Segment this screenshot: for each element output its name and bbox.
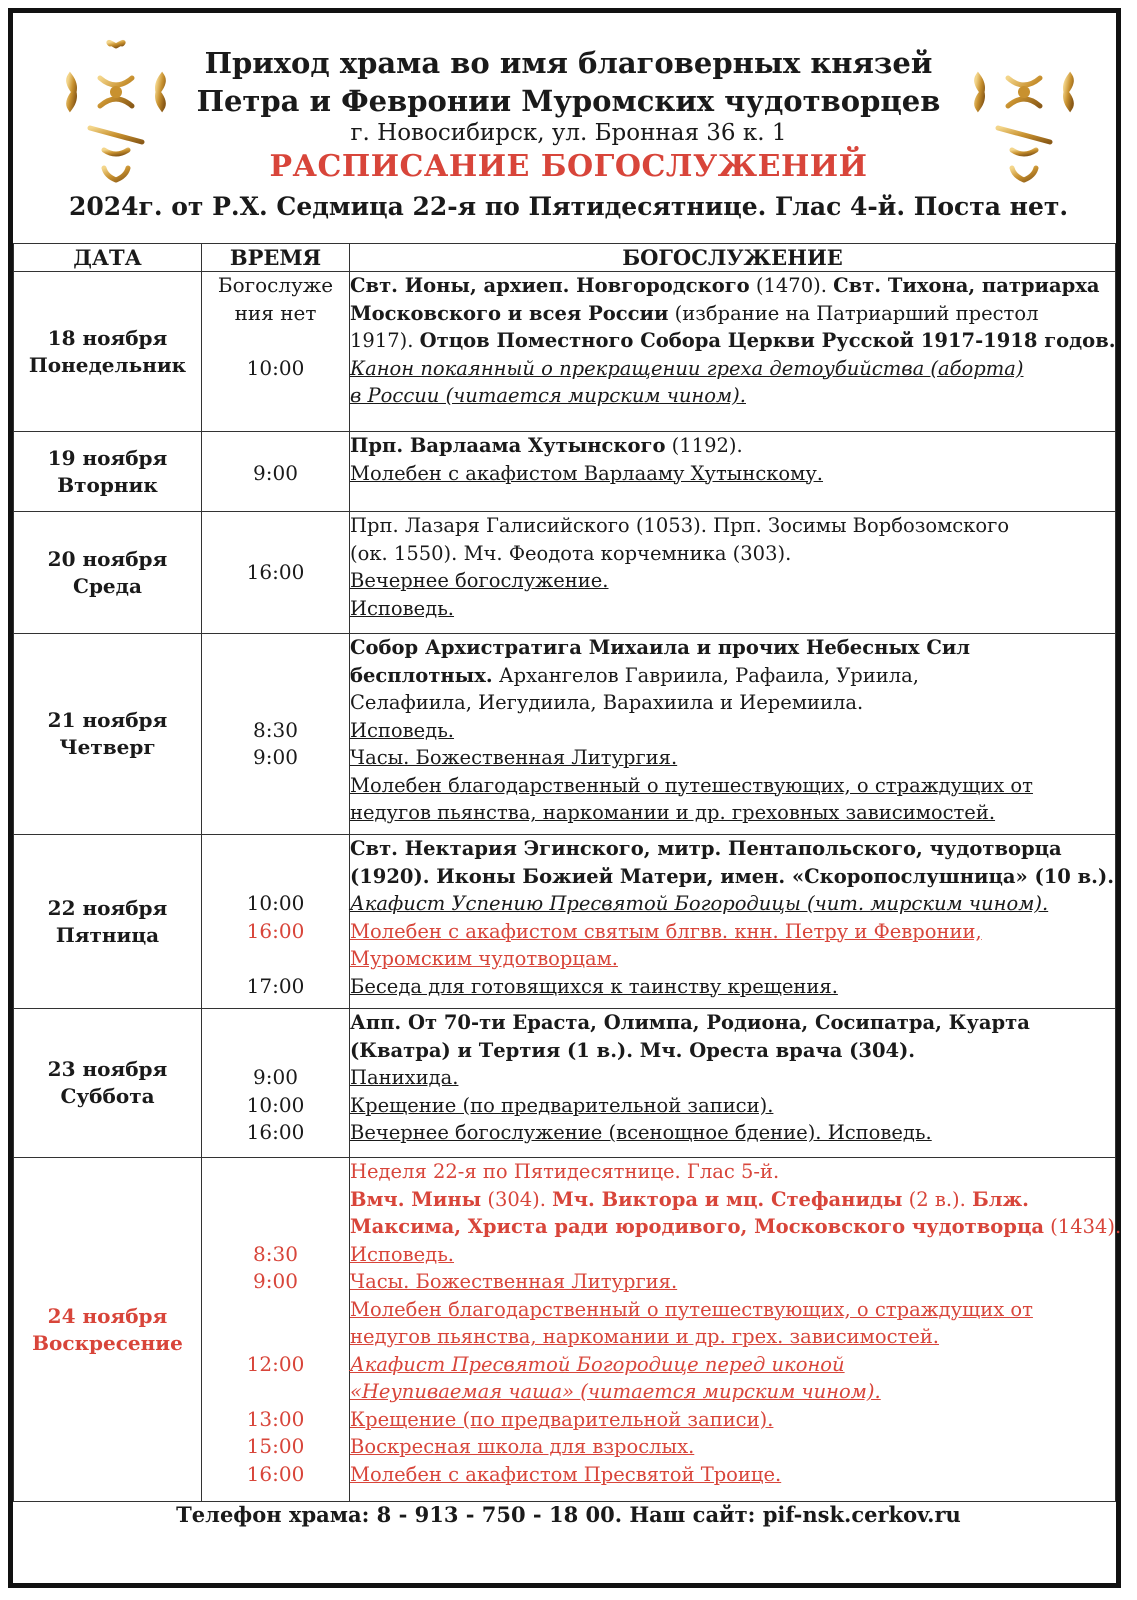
service-cell: Собор Архистратига Михаила и прочих Небесных Сил бесплотных. Архангелов Гавриила, Рафаила, Уриила, Селафиила, Иегудиила, Варахиила и Иеремиила. Исповедь. Часы. Божественная Литургия. Молебен благодарственный о путешествующих, о страждущих от недугов пьянства, наркомании и др. греховных зависимостей.	[350, 634, 1116, 835]
table-row	[14, 272, 1116, 432]
date-cell: 20 ноября Среда	[14, 512, 202, 634]
time-cell: 9:00	[202, 432, 350, 512]
date-cell: 24 ноября Воскресение	[14, 1158, 202, 1502]
table-row	[14, 835, 1116, 1009]
service-cell: Свт. Нектария Эгинского, митр. Пентапольского, чудотворца (1920). Иконы Божией Матери, имен. «Скоропослушница» (10 в.). Акафист Успению Пресвятой Богородицы (чит. мирским чином). Молебен с акафистом святым блгвв. кнн. Петру и Февронии, Муромским чудотворцам. Беседа для готовящихся к таинству крещения.	[350, 835, 1116, 1009]
table-row	[14, 1158, 1116, 1502]
week-subtitle: 2024г. от Р.Х. Седмица 22-я по Пятидесятнице. Глас 4-й. Поста нет.	[68, 192, 1069, 221]
date-cell: 21 ноября Четверг	[14, 634, 202, 835]
time-cell: 10:00 16:00 17:00	[202, 835, 350, 1009]
table-row	[14, 512, 1116, 634]
time-cell: 16:00	[202, 512, 350, 634]
date-cell: 22 ноября Пятница	[14, 835, 202, 1009]
date-cell: 19 ноября Вторник	[14, 432, 202, 512]
page-title: РАСПИСАНИЕ БОГОСЛУЖЕНИЙ	[269, 149, 868, 184]
service-cell: Неделя 22-я по Пятидесятнице. Глас 5-й. Вмч. Мины (304). Мч. Виктора и мц. Стефаниды (2 в.). Блж. Максима, Христа ради юродивого, Московского чудотворца (1434). Исповедь. Часы. Божественная Литургия. Молебен благодарственный о путешествующих, о страждущих от недугов пьянства, наркомании и др. грех. зависимостей. Акафист Пресвятой Богородице перед иконой «Неупиваемая чаша» (читается мирским чином). Крещение (по предварительной записи). Воскресная школа для взрослых. Молебен с акафистом Пресвятой Троице.	[350, 1158, 1116, 1502]
table-header-row	[14, 244, 1116, 272]
table-row	[14, 1009, 1116, 1158]
service-cell: Прп. Варлаама Хутынского (1192). Молебен с акафистом Варлааму Хутынскому.	[350, 432, 1116, 512]
parish-address: г. Новосибирск, ул. Бронная 36 к. 1	[350, 120, 787, 146]
footer-contacts: Телефон храма: 8 - 913 - 750 - 18 00. Наш сайт: pif-nsk.cerkov.ru	[176, 1502, 961, 1527]
date-cell: 18 ноября Понедельник	[14, 272, 202, 432]
time-cell: Богослуже ния нет 10:00	[202, 272, 350, 432]
service-cell: Прп. Лазаря Галисийского (1053). Прп. Зосимы Ворбозомского (ок. 1550). Мч. Феодота корчемника (303). Вечернее богослужение. Исповедь.	[350, 512, 1116, 634]
time-cell: 8:30 9:00 12:00 13:00 15:00 16:00	[202, 1158, 350, 1502]
parish-title: Приход храма во имя благоверных князей Петра и Февронии Муромских чудотворцев	[196, 46, 941, 118]
service-cell: Апп. От 70-ти Ераста, Олимпа, Родиона, Сосипатра, Куарта (Кватра) и Тертия (1 в.). Мч. Ореста врача (304). Панихида. Крещение (по предварительной записи). Вечернее богослужение (всенощное бдение). Исповедь.	[350, 1009, 1116, 1158]
time-cell: 8:30 9:00	[202, 634, 350, 835]
time-cell: 9:00 10:00 16:00	[202, 1009, 350, 1158]
col-date-header: ДАТА	[14, 244, 202, 272]
col-time-header: ВРЕМЯ	[202, 244, 350, 272]
table-row	[14, 432, 1116, 512]
table-row	[14, 634, 1116, 835]
service-cell: Свт. Ионы, архиеп. Новгородского (1470). Свт. Тихона, патриарха Московского и всея России (избрание на Патриарший престол 1917). Отцов Поместного Собора Церкви Русской 1917-1918 годов. Канон покаянный о прекращении греха детоубийства (аборта) в России (читается мирским чином).	[350, 272, 1116, 432]
date-cell: 23 ноября Суббота	[14, 1009, 202, 1158]
schedule-table	[13, 243, 1122, 1502]
col-service-header: БОГОСЛУЖЕНИЕ	[350, 244, 1116, 272]
